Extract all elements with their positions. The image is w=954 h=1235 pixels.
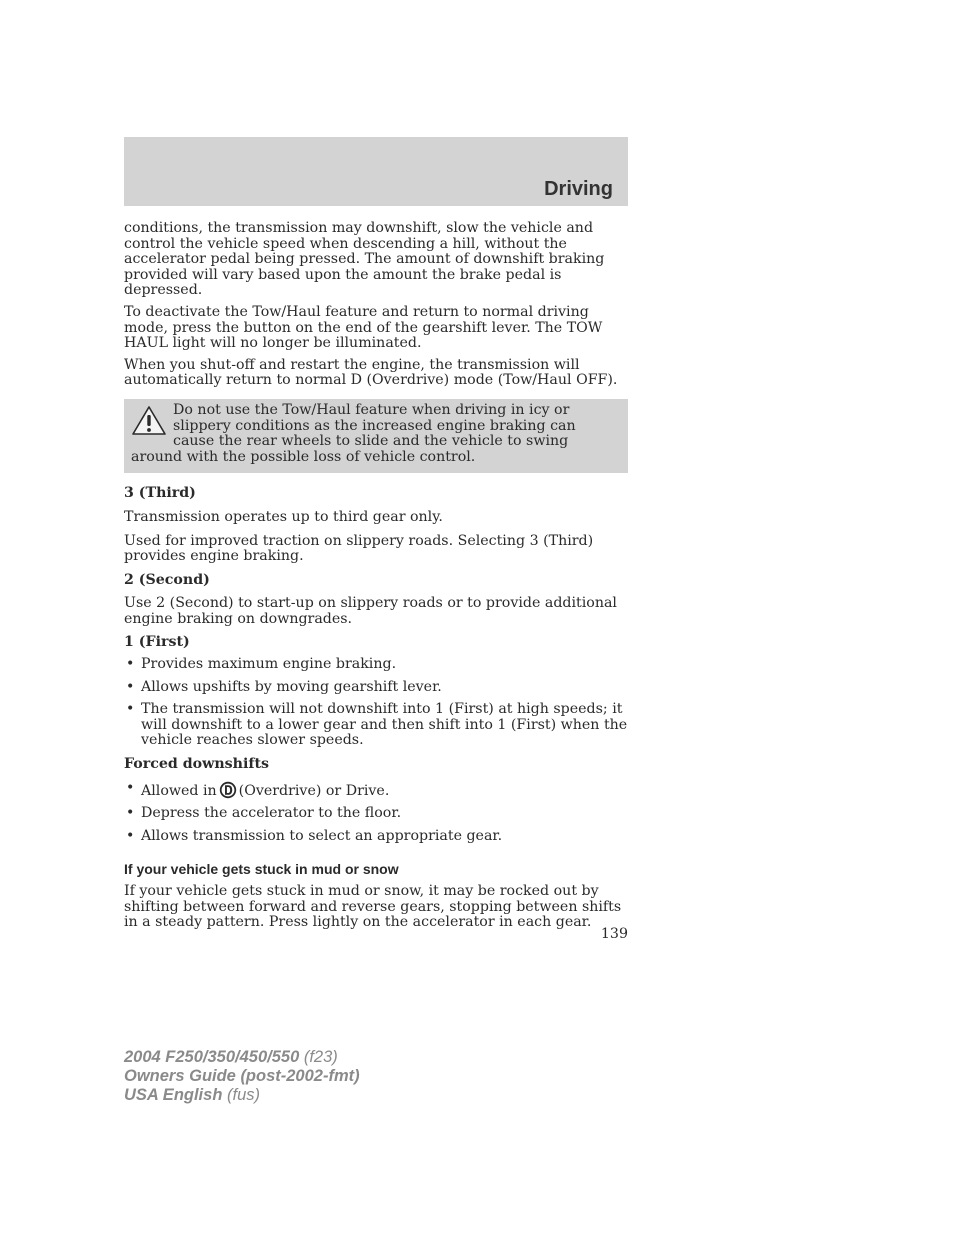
third-gear-heading: 3 (Third) bbox=[124, 485, 196, 502]
third-gear-paragraph-2: Used for improved traction on slippery roads. Selecting 3 (Third) provides engine braking. bbox=[124, 532, 594, 565]
bullet-dot: • bbox=[126, 805, 135, 822]
intro-paragraph-2: To deactivate the Tow/Haul feature and return to normal driving mode, press the button on the end of the gearshift lever. The TOW HAUL light will no longer be illuminated. bbox=[124, 303, 603, 352]
forced-downshifts-list bbox=[124, 781, 628, 845]
list-item-text: Allows transmission to select an appropriate gear. bbox=[141, 827, 503, 844]
list-item-text: Allows upshifts by moving gearshift lever. bbox=[141, 678, 442, 695]
warning-box bbox=[124, 399, 628, 473]
bullet-dot: • bbox=[126, 678, 135, 695]
list-item bbox=[124, 829, 628, 845]
list-item bbox=[124, 781, 628, 800]
third-gear-paragraph-1: Transmission operates up to third gear only. bbox=[124, 508, 443, 525]
intro-paragraph-1: conditions, the transmission may downshift, slow the vehicle and control the vehicle speed when descending a hill, without the accelerator pedal being pressed. The amount of downshift braking provided will vary based upon the amount the brake pedal is depressed. bbox=[124, 220, 605, 299]
first-gear-heading: 1 (First) bbox=[124, 634, 190, 651]
footer-language-code: (fus) bbox=[227, 1086, 260, 1104]
list-item bbox=[124, 806, 628, 822]
list-item bbox=[124, 680, 628, 696]
bullet-dot: • bbox=[126, 827, 135, 844]
page-number: 139 bbox=[600, 926, 628, 942]
document-footer bbox=[124, 1048, 360, 1105]
bullet-dot: • bbox=[126, 701, 135, 718]
first-gear-list bbox=[124, 657, 628, 749]
forced-downshifts-heading: Forced downshifts bbox=[124, 756, 270, 773]
bullet-dot: • bbox=[126, 779, 135, 796]
footer-language: USA English bbox=[124, 1086, 223, 1104]
stuck-paragraph: If your vehicle gets stuck in mud or snow, it may be rocked out by shifting between forward and reverse gears, stopping between shifts in a steady pattern. Press lightly on the accelerator in each gear. bbox=[124, 883, 622, 931]
warning-triangle-icon bbox=[131, 405, 167, 437]
list-item bbox=[124, 702, 628, 749]
overdrive-d-icon bbox=[219, 781, 237, 799]
chapter-title: Driving bbox=[544, 178, 613, 200]
list-item-text: Depress the accelerator to the floor. bbox=[141, 805, 402, 822]
second-gear-paragraph: Use 2 (Second) to start-up on slippery roads or to provide additional engine braking on downgrades. bbox=[124, 595, 617, 627]
stuck-section-heading: If your vehicle gets stuck in mud or snow bbox=[124, 861, 399, 878]
list-item bbox=[124, 657, 628, 673]
bullet-dot: • bbox=[126, 656, 135, 673]
second-gear-heading: 2 (Second) bbox=[124, 571, 210, 588]
footer-model: 2004 F250/350/450/550 bbox=[124, 1048, 300, 1066]
list-item-text: Provides maximum engine braking. bbox=[141, 656, 397, 673]
intro-paragraph-3: When you shut-off and restart the engine, the transmission will automatically return to normal D (Overdrive) mode (Tow/Haul OFF). bbox=[124, 356, 618, 389]
chapter-header bbox=[124, 137, 628, 206]
list-item-text: Allowed in bbox=[141, 782, 217, 799]
warning-text: Do not use the Tow/Haul feature when driving in icy or slippery conditions as the increased engine braking can cause the rear wheels to slide and the vehicle to swing around with the possible loss of vehicle control. bbox=[131, 401, 576, 465]
list-item-text: (Overdrive) or Drive. bbox=[238, 782, 390, 799]
footer-guide: Owners Guide (post-2002-fmt) bbox=[124, 1067, 360, 1085]
footer-model-code: (f23) bbox=[303, 1048, 338, 1066]
list-item-text: The transmission will not downshift into 1 (First) at high speeds; it will downshift to a lower gear and then shift into 1 (First) when the vehicle reaches slower speeds. bbox=[141, 701, 628, 749]
page-content bbox=[124, 221, 628, 937]
